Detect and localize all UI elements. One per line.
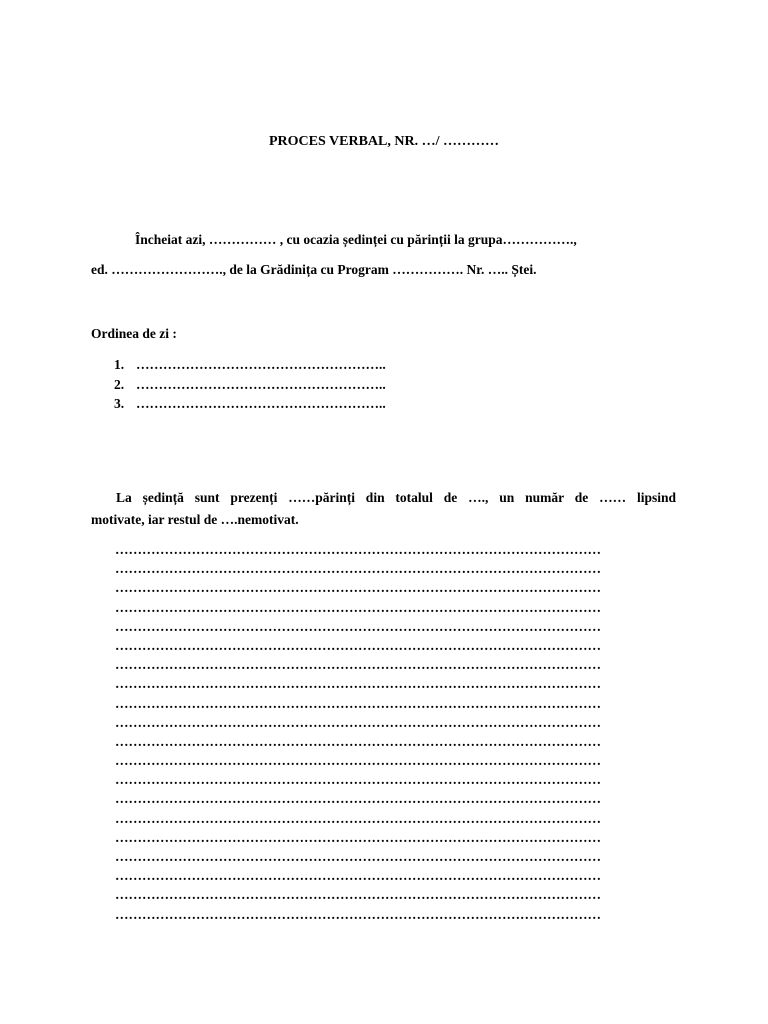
dotted-line: ……………………………………………………………………………………………… bbox=[115, 791, 601, 807]
agenda-item-number: 3. bbox=[114, 396, 125, 411]
dotted-line: ……………………………………………………………………………………………… bbox=[115, 599, 601, 615]
dotted-line: ……………………………………………………………………………………………… bbox=[115, 580, 601, 596]
attendance-line-2: motivate, iar restul de ….nemotivat. bbox=[91, 512, 299, 527]
intro-line-2: ed. ……………………., de la Grădinița cu Program ……………. Nr. ….. Ștei. bbox=[91, 262, 537, 277]
dotted-line: ……………………………………………………………………………………………… bbox=[115, 657, 601, 673]
dotted-line: ……………………………………………………………………………………………… bbox=[115, 676, 601, 692]
agenda-item-text: ……………………………………………….. bbox=[136, 396, 386, 411]
dotted-line: ……………………………………………………………………………………………… bbox=[115, 887, 601, 903]
dotted-line: ……………………………………………………………………………………………… bbox=[115, 542, 601, 557]
agenda-item-text: ……………………………………………….. bbox=[136, 376, 386, 392]
agenda-item-text: ……………………………………………….. bbox=[136, 357, 386, 372]
dotted-line: ……………………………………………………………………………………………… bbox=[115, 733, 601, 749]
document-title: PROCES VERBAL, NR. …/ ………… bbox=[269, 134, 499, 149]
dotted-line: ……………………………………………………………………………………………… bbox=[115, 906, 601, 922]
agenda-item-number: 2. bbox=[114, 376, 125, 392]
dotted-lines bbox=[115, 540, 675, 924]
dotted-line: ……………………………………………………………………………………………… bbox=[115, 618, 601, 634]
dotted-line: ……………………………………………………………………………………………… bbox=[115, 637, 601, 653]
dotted-line: ……………………………………………………………………………………………… bbox=[115, 810, 601, 826]
attendance-paragraph bbox=[91, 487, 676, 531]
agenda-item bbox=[114, 375, 386, 395]
agenda-item-number: 1. bbox=[114, 357, 125, 372]
dotted-line: ……………………………………………………………………………………………… bbox=[115, 829, 601, 845]
agenda-heading: Ordinea de zi : bbox=[91, 326, 177, 341]
intro-line-1: Încheiat azi, …………… , cu ocazia ședinței cu părinții la grupa……………., bbox=[135, 232, 577, 247]
dotted-line: ……………………………………………………………………………………………… bbox=[115, 868, 601, 884]
dotted-line: ……………………………………………………………………………………………… bbox=[115, 753, 601, 769]
dotted-line: ……………………………………………………………………………………………… bbox=[115, 772, 601, 788]
dotted-line: ……………………………………………………………………………………………… bbox=[115, 561, 601, 577]
agenda-item bbox=[114, 355, 386, 375]
dotted-line: ……………………………………………………………………………………………… bbox=[115, 714, 601, 730]
dotted-line: ……………………………………………………………………………………………… bbox=[115, 849, 601, 864]
agenda-list bbox=[114, 355, 386, 414]
attendance-line-1: La ședință sunt prezenți ……părinți din totalul de …., un număr de …… lipsind bbox=[116, 490, 676, 505]
dotted-line: ……………………………………………………………………………………………… bbox=[115, 695, 601, 711]
agenda-item bbox=[114, 394, 386, 414]
